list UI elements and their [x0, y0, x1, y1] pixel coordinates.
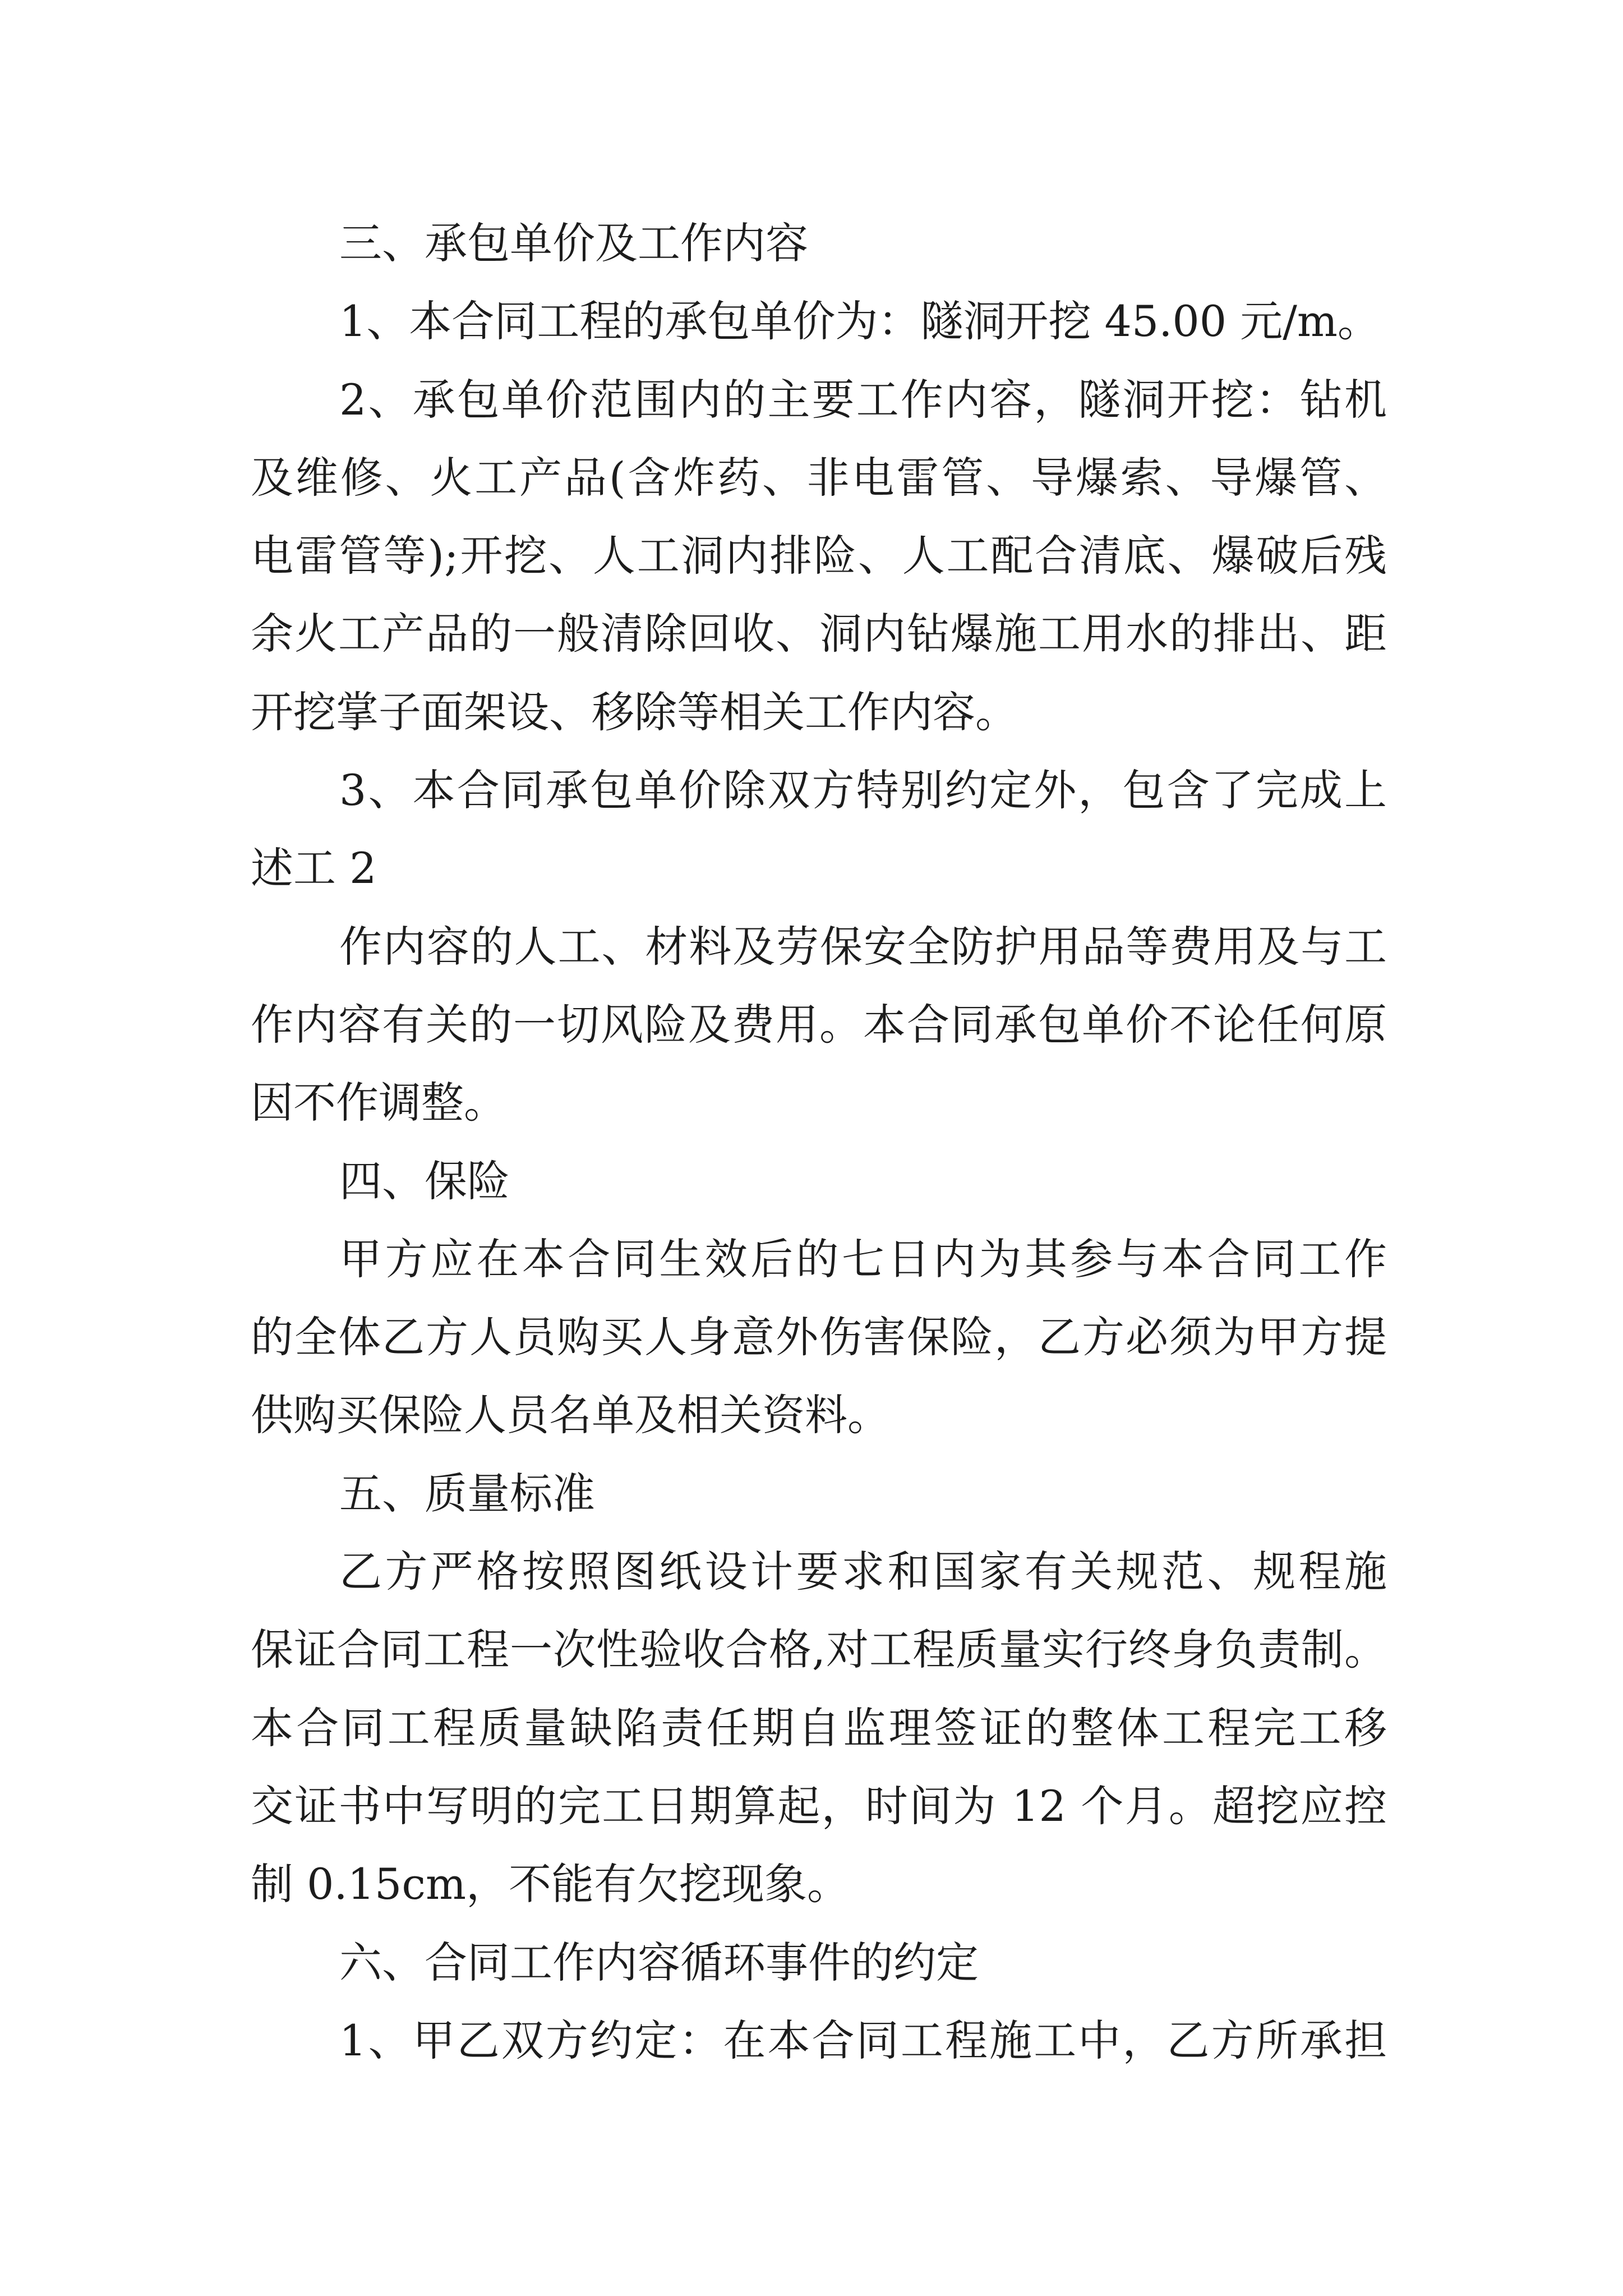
- paragraph: [251, 2001, 1387, 2079]
- paragraph-line: 余火工产品的一般清除回收、洞内钻爆施工用水的排出、距: [251, 609, 1387, 659]
- paragraph-line: 供购买保险人员名单及相关资料。: [251, 1390, 890, 1441]
- paragraph-line: 本合同工程质量缺陷责任期自监理签证的整体工程完工移: [251, 1703, 1387, 1753]
- paragraph-line: 交证书中写明的完工日期算起，时间为 12 个月。超挖应控: [251, 1780, 1387, 1831]
- paragraph-line: 1、本合同工程的承包单价为：隧洞开挖 45.00 元/m。: [339, 296, 1380, 347]
- section-heading-quality-standard: [251, 1455, 1387, 1533]
- paragraph-line: 作内容有关的一切风险及费用。本合同承包单价不论任何原: [251, 999, 1387, 1050]
- paragraph-line: 作内容的人工、材料及劳保安全防护用品等费用及与工: [339, 921, 1387, 972]
- heading-line: 四、保险: [339, 1156, 510, 1206]
- paragraph-line: 乙方严格按照图纸设计要求和国家有关规范、规程施: [339, 1547, 1387, 1597]
- paragraph-line: 开挖掌子面架设、移除等相关工作内容。: [251, 687, 1018, 737]
- paragraph: [251, 1220, 1387, 1455]
- paragraph: [251, 751, 1387, 908]
- paragraph: [251, 361, 1387, 751]
- paragraph-line: 2、承包单价范围内的主要工作内容，隧洞开挖：钻机: [339, 374, 1387, 425]
- paragraph: [251, 908, 1387, 1142]
- paragraph: [251, 1533, 1387, 1923]
- paragraph-line: 保证合同工程一次性验收合格,对工程质量实行终身负责制。: [251, 1625, 1387, 1675]
- paragraph: [251, 282, 1387, 360]
- document-body: [251, 204, 1387, 2079]
- paragraph-line: 及维修、火工产品(含炸药、非电雷管、导爆索、导爆管、: [251, 452, 1387, 503]
- heading-line: 五、质量标准: [339, 1468, 595, 1519]
- section-heading-insurance: [251, 1142, 1387, 1220]
- paragraph-line: 制 0.15cm，不能有欠挖现象。: [251, 1859, 850, 1910]
- paragraph-line: 1、甲乙双方约定：在本合同工程施工中，乙方所承担: [339, 2015, 1387, 2065]
- paragraph-line: 的全体乙方人员购买人身意外伤害保险，乙方必须为甲方提: [251, 1312, 1387, 1363]
- section-heading-contract-price: [251, 204, 1387, 282]
- heading-line: 三、承包单价及工作内容: [339, 218, 808, 268]
- paragraph-line: 3、本合同承包单价除双方特别约定外，包含了完成上: [339, 765, 1387, 816]
- heading-line: 六、合同工作内容循环事件的约定: [339, 1937, 979, 1987]
- paragraph-line: 因不作调整。: [251, 1078, 506, 1128]
- section-heading-work-cycle: [251, 1924, 1387, 2001]
- paragraph-line: 述工 2: [251, 843, 377, 894]
- paragraph-line: 电雷管等);开挖、人工洞内排险、人工配合清底、爆破后残: [251, 531, 1387, 581]
- paragraph-line: 甲方应在本合同生效后的七日内为其参与本合同工作: [339, 1234, 1387, 1284]
